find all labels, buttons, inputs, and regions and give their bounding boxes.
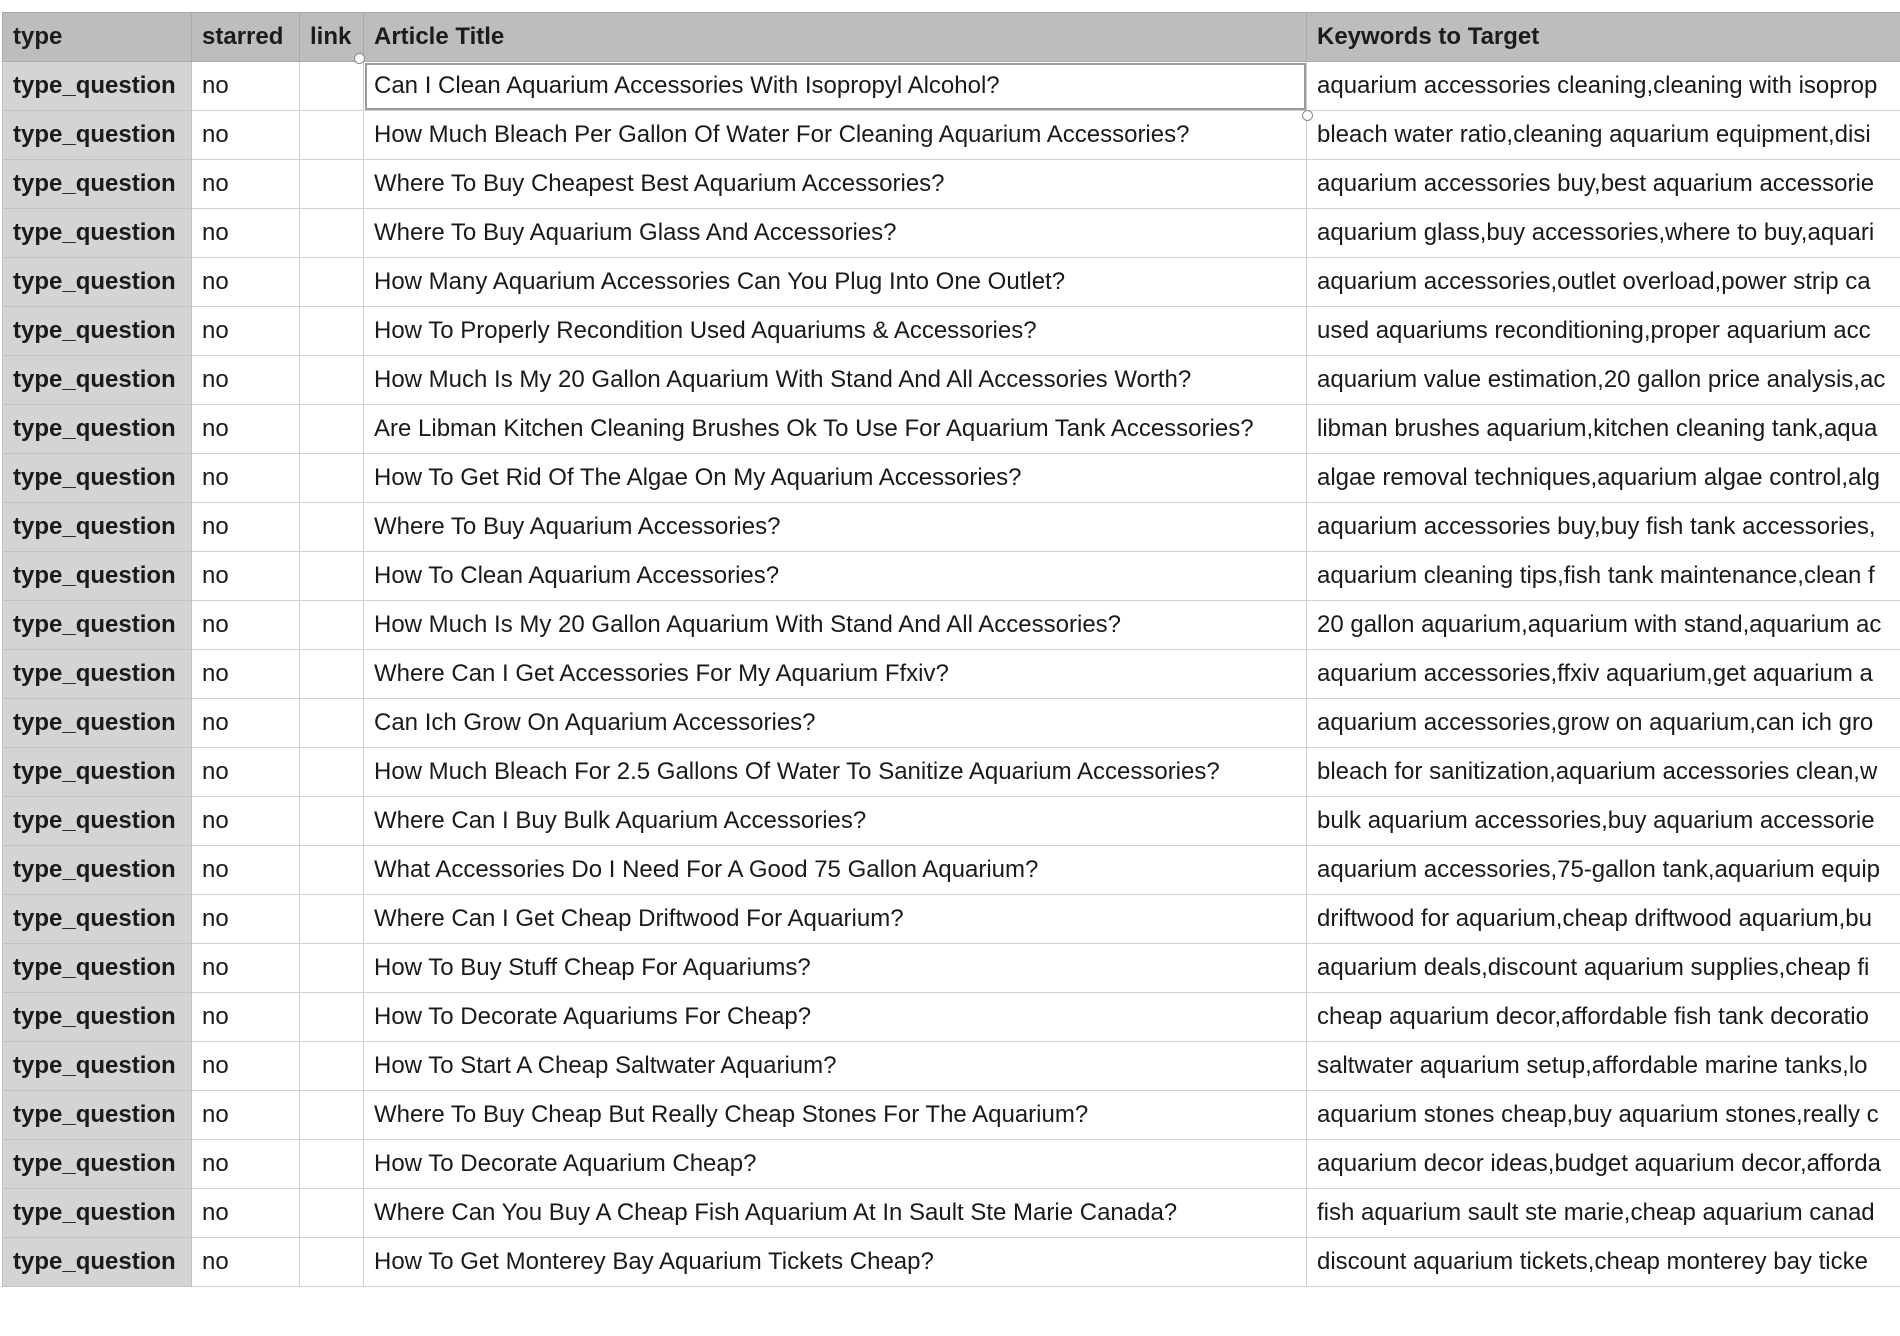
type-cell[interactable]: type_question <box>3 1189 192 1238</box>
link-cell[interactable] <box>300 503 364 552</box>
starred-cell[interactable]: no <box>192 1189 300 1238</box>
table-row <box>3 601 1900 650</box>
keywords-cell[interactable]: aquarium stones cheap,buy aquarium stones,really c <box>1307 1091 1900 1140</box>
link-cell[interactable] <box>300 846 364 895</box>
article-title-cell[interactable]: How To Properly Recondition Used Aquariums & Accessories? <box>364 307 1307 356</box>
article-title-cell[interactable]: How Much Is My 20 Gallon Aquarium With Stand And All Accessories Worth? <box>364 356 1307 405</box>
article-title-cell[interactable]: How Much Is My 20 Gallon Aquarium With Stand And All Accessories? <box>364 601 1307 650</box>
type-cell[interactable]: type_question <box>3 160 192 209</box>
column-header-link[interactable]: link <box>300 13 364 62</box>
type-cell[interactable]: type_question <box>3 650 192 699</box>
keywords-cell[interactable]: used aquariums reconditioning,proper aquarium acc <box>1307 307 1900 356</box>
article-title-cell[interactable]: Where Can I Get Accessories For My Aquarium Ffxiv? <box>364 650 1307 699</box>
keywords-cell[interactable]: libman brushes aquarium,kitchen cleaning tank,aqua <box>1307 405 1900 454</box>
type-cell[interactable]: type_question <box>3 1091 192 1140</box>
link-cell[interactable] <box>300 944 364 993</box>
link-cell[interactable] <box>300 356 364 405</box>
link-cell[interactable] <box>300 111 364 160</box>
table-row <box>3 1189 1900 1238</box>
top-strip <box>0 0 1900 12</box>
keywords-cell[interactable]: fish aquarium sault ste marie,cheap aquarium canad <box>1307 1189 1900 1238</box>
keywords-cell[interactable]: aquarium accessories buy,best aquarium accessorie <box>1307 160 1900 209</box>
keywords-cell[interactable]: bulk aquarium accessories,buy aquarium accessorie <box>1307 797 1900 846</box>
article-title-cell[interactable]: Where Can I Get Cheap Driftwood For Aquarium? <box>364 895 1307 944</box>
starred-cell[interactable]: no <box>192 209 300 258</box>
starred-cell[interactable]: no <box>192 356 300 405</box>
starred-cell[interactable]: no <box>192 454 300 503</box>
link-cell[interactable] <box>300 895 364 944</box>
table-row <box>3 454 1900 503</box>
link-cell[interactable] <box>300 307 364 356</box>
keywords-cell[interactable]: discount aquarium tickets,cheap monterey bay ticke <box>1307 1238 1900 1287</box>
link-cell[interactable] <box>300 748 364 797</box>
starred-cell[interactable]: no <box>192 62 300 111</box>
article-title-cell[interactable]: Are Libman Kitchen Cleaning Brushes Ok To Use For Aquarium Tank Accessories? <box>364 405 1307 454</box>
selection-handle-bottom-right[interactable] <box>1302 110 1313 121</box>
link-cell[interactable] <box>300 1091 364 1140</box>
type-cell[interactable]: type_question <box>3 454 192 503</box>
article-title-cell[interactable]: How To Decorate Aquarium Cheap? <box>364 1140 1307 1189</box>
type-cell[interactable]: type_question <box>3 993 192 1042</box>
link-cell[interactable] <box>300 601 364 650</box>
keywords-cell[interactable]: cheap aquarium decor,affordable fish tank decoratio <box>1307 993 1900 1042</box>
keywords-cell[interactable]: aquarium deals,discount aquarium supplies,cheap fi <box>1307 944 1900 993</box>
keywords-cell[interactable]: aquarium accessories,ffxiv aquarium,get aquarium a <box>1307 650 1900 699</box>
header-row <box>3 13 1900 62</box>
link-cell[interactable] <box>300 1189 364 1238</box>
article-title-cell[interactable]: Can Ich Grow On Aquarium Accessories? <box>364 699 1307 748</box>
column-header-type[interactable]: type <box>3 13 192 62</box>
table-row <box>3 307 1900 356</box>
starred-cell[interactable]: no <box>192 307 300 356</box>
article-title-cell[interactable]: Where Can I Buy Bulk Aquarium Accessories? <box>364 797 1307 846</box>
table-row <box>3 1238 1900 1287</box>
starred-cell[interactable]: no <box>192 258 300 307</box>
article-title-cell[interactable]: How To Get Monterey Bay Aquarium Tickets Cheap? <box>364 1238 1307 1287</box>
keywords-cell[interactable]: aquarium cleaning tips,fish tank maintenance,clean f <box>1307 552 1900 601</box>
article-title-cell[interactable]: Where Can You Buy A Cheap Fish Aquarium At In Sault Ste Marie Canada? <box>364 1189 1307 1238</box>
article-title-cell[interactable]: How To Get Rid Of The Algae On My Aquarium Accessories? <box>364 454 1307 503</box>
article-title-cell[interactable]: Where To Buy Aquarium Accessories? <box>364 503 1307 552</box>
table-row <box>3 356 1900 405</box>
starred-cell[interactable]: no <box>192 1238 300 1287</box>
table-row <box>3 1091 1900 1140</box>
link-cell[interactable] <box>300 405 364 454</box>
type-cell[interactable]: type_question <box>3 895 192 944</box>
table-row <box>3 748 1900 797</box>
type-cell[interactable]: type_question <box>3 1238 192 1287</box>
article-title-cell[interactable]: How To Buy Stuff Cheap For Aquariums? <box>364 944 1307 993</box>
type-cell[interactable]: type_question <box>3 111 192 160</box>
article-title-cell[interactable]: How To Clean Aquarium Accessories? <box>364 552 1307 601</box>
link-cell[interactable] <box>300 993 364 1042</box>
type-cell[interactable]: type_question <box>3 356 192 405</box>
type-cell[interactable]: type_question <box>3 1140 192 1189</box>
table-row <box>3 160 1900 209</box>
type-cell[interactable]: type_question <box>3 1042 192 1091</box>
starred-cell[interactable]: no <box>192 944 300 993</box>
article-title-cell[interactable]: How To Start A Cheap Saltwater Aquarium? <box>364 1042 1307 1091</box>
link-cell[interactable] <box>300 1140 364 1189</box>
article-title-cell[interactable]: Where To Buy Aquarium Glass And Accessories? <box>364 209 1307 258</box>
type-cell[interactable]: type_question <box>3 552 192 601</box>
keywords-cell[interactable]: aquarium glass,buy accessories,where to buy,aquari <box>1307 209 1900 258</box>
type-cell[interactable]: type_question <box>3 944 192 993</box>
starred-cell[interactable]: no <box>192 111 300 160</box>
type-cell[interactable]: type_question <box>3 846 192 895</box>
link-cell[interactable] <box>300 209 364 258</box>
keywords-cell[interactable]: aquarium value estimation,20 gallon price analysis,ac <box>1307 356 1900 405</box>
table-row <box>3 62 1900 111</box>
table-row <box>3 405 1900 454</box>
starred-cell[interactable]: no <box>192 797 300 846</box>
link-cell[interactable] <box>300 1238 364 1287</box>
table-row <box>3 993 1900 1042</box>
column-header-article-title[interactable]: Article Title <box>364 13 1307 62</box>
table-row <box>3 111 1900 160</box>
table-row <box>3 797 1900 846</box>
starred-cell[interactable]: no <box>192 601 300 650</box>
type-cell[interactable]: type_question <box>3 62 192 111</box>
starred-cell[interactable]: no <box>192 503 300 552</box>
starred-cell[interactable]: no <box>192 160 300 209</box>
link-cell[interactable] <box>300 552 364 601</box>
link-cell[interactable] <box>300 797 364 846</box>
starred-cell[interactable]: no <box>192 405 300 454</box>
starred-cell[interactable]: no <box>192 552 300 601</box>
type-cell[interactable]: type_question <box>3 209 192 258</box>
keywords-cell[interactable]: aquarium accessories,75-gallon tank,aquarium equip <box>1307 846 1900 895</box>
starred-cell[interactable]: no <box>192 1140 300 1189</box>
link-cell[interactable] <box>300 699 364 748</box>
starred-cell[interactable]: no <box>192 1091 300 1140</box>
article-title-cell[interactable]: Where To Buy Cheap But Really Cheap Stones For The Aquarium? <box>364 1091 1307 1140</box>
data-table <box>2 12 1900 1287</box>
table-row <box>3 895 1900 944</box>
keywords-cell[interactable]: algae removal techniques,aquarium algae control,alg <box>1307 454 1900 503</box>
table-body <box>3 62 1900 1287</box>
column-header-starred[interactable]: starred <box>192 13 300 62</box>
type-cell[interactable]: type_question <box>3 405 192 454</box>
table-row <box>3 503 1900 552</box>
link-cell[interactable] <box>300 650 364 699</box>
type-cell[interactable]: type_question <box>3 258 192 307</box>
table-row <box>3 846 1900 895</box>
keywords-cell[interactable]: bleach for sanitization,aquarium accessories clean,w <box>1307 748 1900 797</box>
starred-cell[interactable]: no <box>192 993 300 1042</box>
article-title-cell[interactable]: How Much Bleach Per Gallon Of Water For Cleaning Aquarium Accessories? <box>364 111 1307 160</box>
keywords-cell[interactable]: aquarium accessories cleaning,cleaning with isoprop <box>1307 62 1900 111</box>
article-title-cell[interactable]: How To Decorate Aquariums For Cheap? <box>364 993 1307 1042</box>
table-row <box>3 944 1900 993</box>
type-cell[interactable]: type_question <box>3 797 192 846</box>
table-row <box>3 650 1900 699</box>
link-cell[interactable] <box>300 258 364 307</box>
article-title-cell[interactable]: Where To Buy Cheapest Best Aquarium Accessories? <box>364 160 1307 209</box>
table-row <box>3 209 1900 258</box>
starred-cell[interactable]: no <box>192 1042 300 1091</box>
type-cell[interactable]: type_question <box>3 699 192 748</box>
type-cell[interactable]: type_question <box>3 307 192 356</box>
link-cell[interactable] <box>300 62 364 111</box>
link-cell[interactable] <box>300 454 364 503</box>
keywords-cell[interactable]: 20 gallon aquarium,aquarium with stand,aquarium ac <box>1307 601 1900 650</box>
keywords-cell[interactable]: driftwood for aquarium,cheap driftwood aquarium,bu <box>1307 895 1900 944</box>
selection-handle-top-left[interactable] <box>354 53 365 64</box>
article-title-cell[interactable]: What Accessories Do I Need For A Good 75 Gallon Aquarium? <box>364 846 1307 895</box>
keywords-cell[interactable]: saltwater aquarium setup,affordable marine tanks,lo <box>1307 1042 1900 1091</box>
table-row <box>3 699 1900 748</box>
type-cell[interactable]: type_question <box>3 503 192 552</box>
starred-cell[interactable]: no <box>192 699 300 748</box>
keywords-cell[interactable]: aquarium accessories buy,buy fish tank accessories, <box>1307 503 1900 552</box>
link-cell[interactable] <box>300 160 364 209</box>
article-title-cell[interactable]: How Many Aquarium Accessories Can You Plug Into One Outlet? <box>364 258 1307 307</box>
column-header-keywords[interactable]: Keywords to Target <box>1307 13 1900 62</box>
article-title-cell[interactable]: How Much Bleach For 2.5 Gallons Of Water To Sanitize Aquarium Accessories? <box>364 748 1307 797</box>
keywords-cell[interactable]: bleach water ratio,cleaning aquarium equipment,disi <box>1307 111 1900 160</box>
starred-cell[interactable]: no <box>192 895 300 944</box>
starred-cell[interactable]: no <box>192 846 300 895</box>
keywords-cell[interactable]: aquarium decor ideas,budget aquarium decor,afforda <box>1307 1140 1900 1189</box>
table-row <box>3 1140 1900 1189</box>
starred-cell[interactable]: no <box>192 650 300 699</box>
article-title-cell[interactable]: Can I Clean Aquarium Accessories With Isopropyl Alcohol? <box>364 62 1307 111</box>
link-cell[interactable] <box>300 1042 364 1091</box>
starred-cell[interactable]: no <box>192 748 300 797</box>
table-row <box>3 258 1900 307</box>
keywords-cell[interactable]: aquarium accessories,grow on aquarium,can ich gro <box>1307 699 1900 748</box>
table-row <box>3 1042 1900 1091</box>
type-cell[interactable]: type_question <box>3 748 192 797</box>
type-cell[interactable]: type_question <box>3 601 192 650</box>
keywords-cell[interactable]: aquarium accessories,outlet overload,power strip ca <box>1307 258 1900 307</box>
table-row <box>3 552 1900 601</box>
